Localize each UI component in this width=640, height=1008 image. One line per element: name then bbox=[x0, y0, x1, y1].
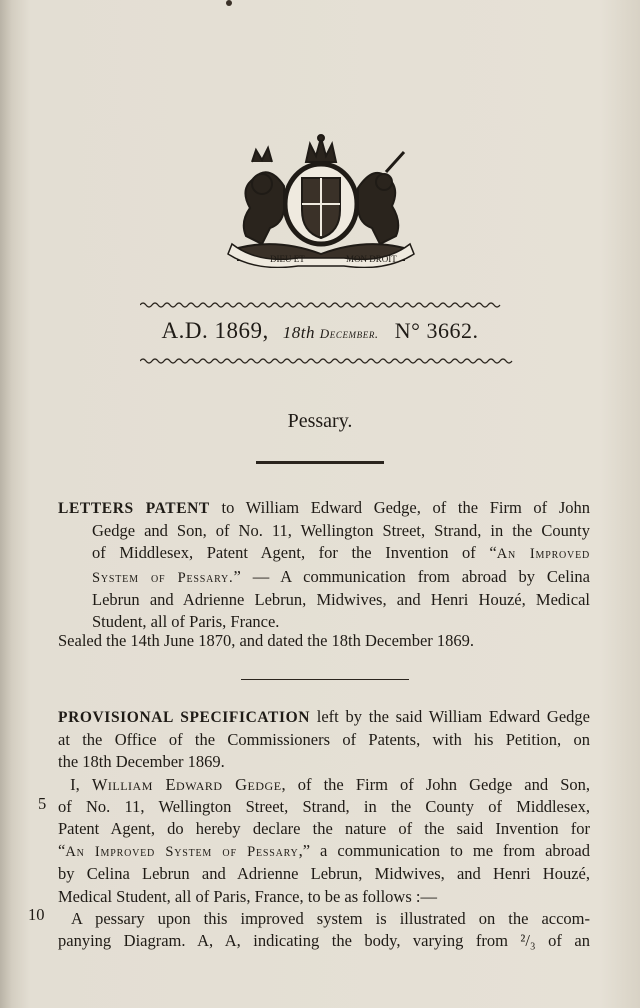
text-line: PROVISIONAL SPECIFICATION left by the said William Edward Gedge bbox=[58, 707, 590, 726]
provisional-heading: PROVISIONAL SPECIFICATION bbox=[58, 709, 311, 726]
text-line: Medical Student, all of Paris, France, to be as follows :— bbox=[58, 886, 437, 906]
line-number-10: 10 bbox=[28, 905, 45, 924]
text-line: of Middlesex, Patent Agent, for the Invention of “An Improved bbox=[92, 543, 591, 563]
text-line: Gedge and Son, of No. 11, Wellington Street, Strand, in the County bbox=[92, 521, 590, 541]
letters-patent-paragraph bbox=[58, 497, 590, 633]
text-line: of No. 11, Wellington Street, Strand, in the County of Middlesex, bbox=[58, 796, 590, 816]
patent-header bbox=[0, 318, 640, 344]
text-line: by Celina Lebrun and Adrienne Lebrun, Midwives, and Henri Houzé, bbox=[58, 864, 590, 884]
text-line: the 18th December 1869. bbox=[58, 752, 225, 772]
sealed-line: Sealed the 14th June 1870, and dated the 18th December 1869. bbox=[58, 631, 475, 650]
royal-coat-of-arms-icon bbox=[218, 132, 424, 268]
motto-left: DIEU ET bbox=[270, 254, 305, 264]
text-line: I, William Edward Gedge, of the Firm of John Gedge and Son, bbox=[70, 774, 590, 794]
text-line: LETTERS PATENT to William Edward Gedge, of the Firm of John bbox=[58, 498, 590, 517]
line-number-5: 5 bbox=[38, 794, 47, 813]
letters-patent-heading: LETTERS PATENT bbox=[58, 500, 210, 517]
year: A.D. 1869, bbox=[161, 318, 269, 343]
document-title: Pessary. bbox=[287, 410, 353, 432]
date-month: December. bbox=[319, 326, 379, 341]
ornamental-rule-bottom bbox=[140, 356, 520, 366]
text-line: “An Improved System of Pessary,” a communication to me from abroad bbox=[58, 841, 590, 861]
text-line: Patent Agent, do hereby declare the nature of the said Invention for bbox=[58, 819, 590, 839]
title-rule bbox=[256, 461, 384, 464]
text-line: System of Pessary.” — A communication from abroad by Celina bbox=[92, 566, 590, 586]
text-line: A pessary upon this improved system is illustrated on the accom- bbox=[71, 908, 590, 928]
text-line: at the Office of the Commissioners of Patents, with his Petition, on bbox=[58, 730, 590, 750]
text-line: panying Diagram. A, A, indicating the body, varying from ²/₃ of an bbox=[58, 931, 590, 951]
motto-right: MON DROIT bbox=[346, 254, 397, 264]
ornamental-rule-top bbox=[140, 300, 520, 310]
date bbox=[283, 323, 379, 342]
date-day: 18th bbox=[282, 323, 315, 342]
patent-number: N° 3662. bbox=[394, 318, 479, 343]
declarant-name: William Edward Gedge bbox=[91, 774, 282, 794]
text-line: Lebrun and Adrienne Lebrun, Midwives, and Henri Houzé, Medical bbox=[92, 589, 590, 609]
ink-spot bbox=[226, 0, 232, 6]
provisional-specification bbox=[58, 706, 590, 952]
text-line: Student, all of Paris, France. bbox=[92, 612, 280, 632]
section-rule bbox=[241, 679, 409, 680]
